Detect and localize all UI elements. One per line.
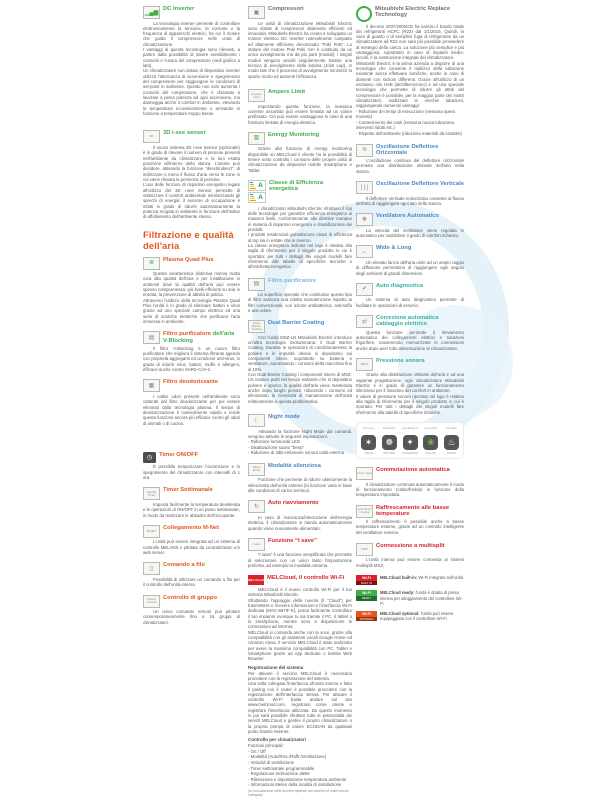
- section-title: Compressori: [268, 6, 304, 12]
- air-quality-label-bottom: ALLERGENI: [402, 451, 418, 456]
- section-header: [248, 500, 352, 513]
- bullet-item: - Riduzione di 3dB emissione sonora unità esterna: [248, 450, 345, 456]
- section-body: In caso di mancanza/interruzione dell'energia elettrica, il climatizzatore si riavvia automaticamente quando viene nuovamente alimentato.: [248, 514, 352, 531]
- section-body: La velocità del ventilatore viene regolata in automatico per soddisfare il grado di comfort richiesto.: [356, 227, 464, 239]
- wifi-badge-description: MELCloud optional: l'unità può essere equipaggiata con il controllore Wi-Fi: [380, 611, 454, 622]
- classe-efficienza-section: [248, 180, 352, 269]
- horizontal-vane-icon: [356, 144, 373, 157]
- wide-long-icon: [356, 245, 373, 258]
- section-title: Dual Barrier Coating: [268, 320, 325, 327]
- wired-remote-icon: [143, 562, 160, 575]
- section-title: Ampere Limit: [268, 89, 306, 96]
- connessione-multisplit-section: [356, 543, 464, 568]
- night-mode-icon: [248, 414, 265, 427]
- inverter-graph-icon: [143, 6, 160, 19]
- air-quality-label-bottom: POLLINI: [425, 451, 437, 456]
- section-header: [356, 505, 464, 518]
- bullet-item: - Riduzione luminosità LED: [248, 439, 300, 445]
- air-quality-icon: ✦: [403, 435, 418, 450]
- air-quality-item: [401, 427, 420, 455]
- section-title: Correzione automatica cablaggio elettrico: [376, 315, 439, 328]
- modalita-silenziosa-section: [248, 463, 352, 493]
- mxz-multisplit-icon: MXZ: [356, 543, 373, 556]
- wide-long-section: [356, 245, 464, 275]
- subsection-heading: Registrazione del sistema: [248, 664, 304, 670]
- section-title: Modalità silenziosa: [268, 462, 321, 469]
- air-quality-icon: ♨: [444, 435, 459, 450]
- energy-bars: [249, 181, 256, 190]
- funzione-i-save-section: [248, 538, 352, 568]
- bullet-item: - Rilevazione e impostazione temperatura ambiente: [248, 776, 347, 782]
- section-header: [248, 575, 352, 585]
- section-title: Raffrescamento alle basse temperature: [376, 504, 450, 517]
- auto-restart-icon: [248, 500, 265, 513]
- replace-technology-section: [356, 6, 464, 137]
- deodorizing-filter-icon: [143, 379, 160, 392]
- section-body: La tecnologia inverter permette di controllare elettronicamente la tensione, la corrente e la frequenza di apparecchi elettrici, fra cui il motore che guida il compressore nelle unità di climatizzazione.: [143, 20, 240, 47]
- auto-fan-icon-glyph: ❋: [361, 216, 368, 223]
- section-body: L'uso delle funzioni di risparmio energetico legate all'utilizzo del 3D i-see Sensor permette di ottimizzare il comfort ambientale minimizzando gli sprechi di energia: il sensore di occupazione è infatti in grado di ridurre automaticamente la potenza erogata in ambiente in funzione dell'indice di affollamento dell'ambiente stesso.: [143, 182, 240, 220]
- night-mode-section: [248, 414, 352, 456]
- air-quality-item: [380, 427, 399, 455]
- timer-on-off-icon: ◷: [143, 452, 156, 463]
- section-header: [248, 463, 352, 476]
- air-quality-icon-strip: [356, 422, 464, 459]
- section-body: Attraverso l'utilizzo della tecnologia Plasma Quad Plus l'unità è in grado di eliminare batteri e virus grazie ad uno speciale campo elettrico ed una serie di scariche elettriche che purificano l'aria immessa in ambiente.: [143, 297, 240, 324]
- wifi-badge-row: [356, 611, 464, 622]
- section-title: Commutazione automatica: [376, 467, 450, 474]
- section-body: Questa funzione permette il rilevamento automatico dei collegamenti elettrici e tubazioni frigorifere, mantenendo memorizzate le connessioni anche dopo aver tolto alimentazione al climatizzatore.: [356, 329, 464, 351]
- wifi-badge-description: MELCloud ready: l'unità è dotata di presa interna per alloggiamento del controllore Wi-Fi: [380, 590, 463, 606]
- section-body: Il deflettore verticale motorizzato consente al flusso dell'aria di raggiungere ogni lato della stanza.: [356, 195, 464, 206]
- air-quality-icon: ❀: [423, 435, 438, 450]
- bullet-item: - Rispetto dell'ambiente (riduzione materiali da smaltire): [356, 131, 462, 137]
- section-title: Filtro deodorizzante: [163, 379, 219, 386]
- section-title: Night mode: [268, 414, 300, 421]
- silent-mode-icon: Silent Mode: [248, 463, 265, 476]
- sound-pressure-icon: dB(A): [356, 358, 373, 371]
- section-body: Il climatizzatore commuta automaticamente il modo di funzionamento (caldo/freddo) in funzione della temperatura impostata.: [356, 481, 464, 498]
- section-title: Collegamento M-Net: [163, 524, 220, 531]
- air-quality-label-bottom: ODORI: [446, 451, 457, 456]
- wide-long-icon-glyph: ↔: [361, 248, 368, 255]
- air-quality-label-top: anti batteri: [382, 427, 396, 431]
- compressor-icon-glyph: ▣: [253, 9, 260, 16]
- section-header: [143, 130, 240, 143]
- section-body: È possibile temporizzare l'accensione e lo spegnimento del climatizzatore con intervalli di 1 ora.: [143, 464, 240, 481]
- air-quality-label-bottom: BATTERI: [383, 451, 396, 456]
- section-body: Il valore di pressione sonora riportato nel logo è relativo alla taglia di riferimento per il singolo prodotto in cui è riportato. Per tutti i dettagli dei singoli modelli fare riferimento alla tabella di specifiche tecniche.: [356, 393, 464, 415]
- wifi-badge-bottom: BUILT IN: [356, 581, 377, 585]
- bullet-list: [356, 109, 464, 137]
- cool-heat-icon: Cool / Heat: [356, 467, 373, 480]
- section-title: Connessione a multisplit: [376, 542, 445, 549]
- section-header: [356, 144, 464, 157]
- section-header: [143, 379, 240, 392]
- section-title: MELCloud, il controllo Wi-Fi: [267, 575, 345, 582]
- ampere-limit-section: [248, 89, 352, 125]
- section-header: [248, 89, 352, 102]
- low-temp-cooling-icon: Low Temp Cooling: [356, 505, 373, 518]
- inverter-graph-icon-glyph: ▁▄▆: [144, 9, 159, 16]
- filtro-purificatore-v-blocking-section: [143, 331, 240, 372]
- wifi-badge-lead: MELCloud ready:: [380, 590, 415, 596]
- bullet-item: - Modalità (Auto/Risc./Raffr./Ventilazione): [248, 754, 327, 760]
- air-quality-label-top: anti virus: [362, 427, 375, 431]
- dc-inverter-section: [143, 6, 240, 116]
- section-body: I climatizzatori Mitsubishi Electric sfruttano il top delle tecnologie per garantire efficienza energetica ai massimi livelli, conformemente alle direttive europee in materia di risparmio energetico e classificazione dei prodotti.: [248, 205, 352, 232]
- energy-class-letter: A: [258, 182, 263, 190]
- wifi-badge-row: [356, 575, 464, 585]
- section-body: L'unità può essere integrata ad un sistema di controllo MELANS e pilotata da centralizzatori e/o web server.: [143, 539, 240, 556]
- section-title: Plasma Quad Plus: [163, 256, 214, 263]
- section-header: [143, 525, 240, 538]
- section-header: [356, 467, 464, 480]
- section-header: [248, 320, 352, 333]
- purifying-filter-icon-glyph: ▤: [253, 281, 260, 287]
- section-title: Filtro purificatore dell'aria V-Blocking: [163, 331, 235, 344]
- energy-monitoring-icon: [248, 132, 265, 145]
- deodorizing-filter-icon-glyph: ▦: [148, 382, 155, 389]
- ampere-limit-icon: Ampere Limit: [248, 89, 265, 102]
- section-body: Funzioni principali:: [248, 743, 284, 749]
- weekly-timer-icon: Weekly Timer: [143, 487, 160, 500]
- section-body: Con Dual Barrier Coating i componenti interni di MSZ-LN restano puliti nel tempo evitando che si depositino polvere e sporco; la qualità dell'aria viene mantenuta anche dopo lunghi periodi, riducendo i consumi ed eliminando la necessità di manutenzione dell'unità relativamente a questa problematica.: [248, 372, 352, 404]
- compressor-icon: [248, 6, 265, 19]
- wifi-badge-icon: [356, 590, 377, 606]
- wifi-badge-icon: [356, 611, 377, 622]
- wifi-badge-bottom: READY: [356, 596, 377, 600]
- correzione-cablaggio-section: [356, 315, 464, 351]
- oscillazione-orizzontale-section: [356, 144, 464, 174]
- section-title: DC Inverter: [163, 6, 195, 12]
- section-body: Attivando la funzione Night Mode dai comandi, vengono attivate le seguenti impostazioni:: [248, 428, 352, 439]
- air-quality-label-top: anti allergeni: [402, 427, 418, 431]
- energy-label-icon: [248, 192, 266, 203]
- section-title: Controllo di gruppo: [163, 594, 218, 601]
- section-header: [248, 538, 352, 551]
- section-header: [248, 180, 352, 204]
- auto-fan-icon: [356, 213, 373, 226]
- compressori-section: [248, 6, 352, 79]
- section-body: L'oscillazione continua del deflettore orizzontale permette una distribuzione ottimale dell'aria nella stanza.: [356, 158, 464, 174]
- section-header: [356, 181, 464, 194]
- section-title: Classe di Efficienza energetica: [269, 180, 324, 193]
- section-body: Un unico comando remoto può pilotare contemporaneamente fino a 16 gruppi di climatizzatori.: [143, 609, 240, 625]
- energy-class-letter: A: [258, 194, 263, 202]
- section-title: Ventilatore Automatico: [376, 213, 439, 220]
- 3d-i-see-sensor-section: [143, 130, 240, 219]
- air-quality-label-bottom: VIRUS: [364, 451, 373, 456]
- v-blocking-filter-icon: [143, 331, 160, 344]
- section-body: I vantaggi di questa tecnologia sono rilevanti, a partire dalla possibilità di ridurre sensibilmente i consumi e l'usura del compressore (vedi grafico a lato).: [143, 47, 240, 69]
- section-body: Imposta facilmente la temperatura desiderata e le operazioni di ON/OFF in un piano settimanale, in modo da realizzare le abitudini dell'occupante.: [143, 501, 240, 518]
- night-mode-icon-glyph: ☾: [253, 417, 260, 424]
- dual-barrier-coating-section: [248, 320, 352, 404]
- section-header: [248, 6, 352, 19]
- section-header: [143, 595, 240, 608]
- wifi-badge-lead: MELCloud optional:: [380, 611, 420, 617]
- section-body: MELCloud si comanda anche con la voce, grazie alla compatibilità con gli assistenti vocali Google Home ed Amazon Alexa. Il servizio MELCloud è stato realizzato per avere la massima compatibilità con PC, Tablet e Smartphone grazie ad App dedicate o tramite Web Browser.: [248, 629, 352, 662]
- energy-bars: [249, 193, 256, 202]
- ventilatore-automatico-section: [356, 213, 464, 238]
- pressione-sonora-section: [356, 358, 464, 415]
- section-header: [143, 452, 240, 463]
- section-body: MELCloud è il nuovo controllo Wi-Fi per il tuo sistema Mitsubishi Electric.: [248, 586, 352, 598]
- section-body: Questa caratteristica distintiva riserva molta cura alla qualità dell'aria e per installazione in ambienti dove la qualità dell'aria può essere spesso compromessa: più livelli efficienti su aria in entrata, la prevenzione di attività di pulizia.: [143, 271, 240, 298]
- section-body: Un elevato lancio dell'aria unito ad un ampio raggio di diffusione permettono di raggiungere ogni angolo degli ambienti di grandi dimensioni.: [356, 259, 464, 276]
- section-title: Auto diagnostica: [376, 282, 424, 289]
- self-diagnosis-icon-glyph: ✔: [361, 286, 368, 293]
- wifi-badge-top: Wi-Fi: [356, 611, 377, 617]
- section-body: Con l'unità MSZ-LN Mitsubishi Electric introduce un'altra tecnologia rivoluzionaria: il Dual Barrier Coating. Durante le operazioni di condizionamento la polvere e le impurità oleose si depositano sui componenti interni, soprattutto su batteria e ventilatore, aumentando i consumi della macchina fino al 10%.: [248, 334, 352, 372]
- energy-monitoring-section: [248, 132, 352, 173]
- air-quality-item: [442, 427, 461, 455]
- filtro-deodorizzante-section: [143, 379, 240, 425]
- section-header: [356, 543, 464, 556]
- section-header: [356, 213, 464, 226]
- wifi-badge-lead: MELCloud built-in:: [380, 575, 418, 581]
- bullet-item: - Timer settimanale programmabile: [248, 765, 315, 771]
- bullet-item: - Contenimento dei costi (nessuna nuova tubazione, interventi ridotti etc.): [356, 119, 456, 131]
- section-header: [356, 315, 464, 328]
- plasma-quad-plus-section: [143, 257, 240, 325]
- section-title: Energy Monitoring: [268, 131, 320, 138]
- wifi-badge-bottom: OPTIONAL: [356, 617, 377, 621]
- section-header: [143, 487, 240, 500]
- air-quality-label-top: anti pollini: [424, 427, 437, 431]
- section-body: Una volta collegata l'interfaccia all'unità interna e fatto il pairing con il router è possibile procedere con la registrazione dell'interfaccia stessa. Per attivare il controllo Wi-Fi basta andare sul sito www.melcloud.com, registrarsi come utente e registrare l'interfaccia utilizzata. Da questo momento in poi sarà possibile sfruttare tutte le potenzialità dei servizi MELCloud e gestire il proprio climatizzatore o la propria pompa di calore ECODAN da qualsiasi posto tramite internet.: [248, 681, 352, 735]
- column-center: [248, 6, 352, 804]
- section-body: Le unità di climatizzazione Mitsubishi Electric sono dotate di compressori altamente efficienti ed innovativi. Mitsubishi Electric ha creato e sviluppato un motore elettrico DC Inverter notevolmente compatto ed altamente efficiente denominato “Poki Poki”. Lo statore del motore Poki Poki non è costituito da un unico avvolgimento ma da più parti (moduli); i singoli moduli vengono avvolti singolarmente tramite una tecnica di avvolgimento della bobina (Joint Lap), in modo tale che il processo di avvolgimento minimizzi lo spazio morto ed aumenti l'efficienza.: [248, 20, 352, 79]
- timer-on-off-section: [143, 452, 240, 480]
- section-header: [356, 6, 464, 22]
- section-title: Oscillazione Deflettore Orizzontale: [376, 143, 439, 157]
- air-quality-icon: ✶: [361, 435, 376, 450]
- energy-label-icon: [248, 180, 266, 191]
- section-title: Wide & Long: [376, 245, 412, 252]
- raffrescamento-basse-temperature-section: [356, 505, 464, 535]
- commutazione-automatica-section: [356, 467, 464, 497]
- filtration-section-title: Filtrazione e qualità dell'aria: [143, 229, 234, 252]
- wired-remote-icon-glyph: ▯: [149, 565, 154, 572]
- section-body: Il nuovo sistema 3D i-see Sensor (opzionale) è in grado di rilevare il numero di persone presenti nell'ambiente da climatizzare e la loro esatta posizione all'interno della stanza. L'utente può decidere, attivando la funzione “direct/indirect”, di indirizzare o meno il flusso d'aria verso le zone in cui viene rilevata la presenza di persone.: [143, 144, 240, 182]
- horizontal-vane-icon-glyph: ≋: [361, 147, 368, 154]
- air-quality-item: [421, 427, 440, 455]
- bullet-item: - On / Off: [248, 748, 266, 754]
- column-right: [356, 6, 464, 627]
- section-body: La superficie speciale che costituisce questo tipo di filtro assicura una ridotta manutenzione rispetto ai filtri convenzionali, con azione antibatterica, antimuffa e anti-odore.: [248, 292, 352, 313]
- section-title: Timer ON/OFF: [159, 451, 199, 458]
- section-header: [143, 562, 240, 575]
- bullet-list: [248, 439, 352, 456]
- auto-wiring-icon-glyph: ⇄: [361, 318, 368, 325]
- section-body: I prodotti residenziali garantiscono classi di efficienza al top sia in estate che in inverno.: [248, 232, 352, 243]
- collegamento-m-net-section: [143, 525, 240, 555]
- section-title: Timer Settimanale: [163, 487, 213, 494]
- bullet-item: - Riduzione dei tempi di esecuzione (nessuna opera muraria): [356, 108, 455, 120]
- plasma-quad-plus-icon: [143, 257, 160, 270]
- section-body: Il raffrescamento è possibile anche a basse temperature esterne, grazie ad un controllo intelligente del ventilatore esterno.: [356, 519, 464, 535]
- section-header: [248, 132, 352, 145]
- group-control-icon: Group Control: [143, 595, 160, 608]
- section-title: Auto riavviamento: [268, 500, 319, 507]
- v-blocking-filter-icon-glyph: ▤: [148, 334, 155, 341]
- section-body: Possibilità di utilizzare un comando a filo per il controllo dell'unità interna.: [143, 576, 240, 588]
- bullet-item: - Regolazione inclinazione alette: [248, 771, 310, 777]
- filtro-purificatore-section: [248, 278, 352, 314]
- auto-wiring-icon: [356, 315, 373, 328]
- wifi-badge-icon: [356, 575, 377, 585]
- i-save-icon: i save: [248, 538, 265, 551]
- bullet-list: [248, 749, 352, 788]
- section-header: [356, 283, 464, 296]
- m-net-icon: M-NET: [143, 525, 160, 538]
- section-title: Oscillazione Deflettore Verticale: [376, 181, 464, 188]
- section-body: I cattivi odori presenti nell'ambiente sono catturati dal filtro deodorizzante per poi essere eliminati dalla tecnologia plasma. Il tempo di deodorizzazione è notevolmente rapido e rende questa funzione ancora più efficace contro gli odori di animali o di cucina.: [143, 393, 240, 426]
- section-body: Grazie alla distribuzione ottimale dell'aria e ad una sapiente progettazione, ogni climatizzatore Mitsubishi Electric è in grado di garantire un funzionamento silenzioso per il massimo del comfort in ambiente.: [356, 372, 464, 394]
- oscillazione-verticale-section: [356, 181, 464, 206]
- air-quality-item: [359, 427, 378, 455]
- energy-class-label-icon: [248, 180, 266, 204]
- column-left: [143, 6, 240, 632]
- auto-restart-icon-glyph: ↻: [253, 503, 260, 510]
- section-header: [248, 278, 352, 291]
- section-body: Mitsubishi Electric è la prima azienda a disporre di una tecnologia che consente il riutilizzo della tubazione esistente senza effettuare bonifiche, anche in caso di diametri con sezioni differenti. Grazie all'utilizzo di un esclusivo olio HAB (alchilbenzenico) e ad una speciale tecnologia che permette di ridurre gli attriti del compressore è possibile, per la maggior parte dei nostri climatizzatori, riutilizzare le vecchie tubazioni, raggiungendo numerosi vantaggi:: [356, 60, 464, 109]
- comando-a-filo-section: [143, 562, 240, 587]
- section-body: “I save” è una funzione semplificata che permette di selezionare con un unico tasto l'impostazione preferita, ad esempio la modalità notturna.: [248, 552, 352, 569]
- section-header: [356, 358, 464, 371]
- section-title: Pressione sonora: [376, 357, 425, 364]
- plasma-quad-plus-icon-glyph: ≣: [148, 260, 155, 266]
- section-body: Per attivare il servizio MELCloud è necessario procedere con la registrazione del sistema.: [248, 670, 352, 681]
- section-header: [143, 6, 240, 19]
- energy-monitoring-icon-glyph: ▥: [253, 135, 260, 142]
- vertical-vane-icon-glyph: ∣∣∣: [360, 184, 369, 191]
- bullet-item: - Informazioni Meteo della località di installazione: [248, 782, 342, 788]
- replace-technology-icon: [356, 6, 372, 22]
- dual-barrier-coating-icon: Dual Barrier Coating: [248, 320, 265, 333]
- air-quality-icon: ❁: [382, 435, 397, 450]
- auto-riavviamento-section: [248, 500, 352, 530]
- section-header: [356, 245, 464, 258]
- section-title-suffix: dell'aria V-Blocking: [163, 331, 235, 344]
- melcloud-section: [248, 575, 352, 797]
- timer-settimanale-section: [143, 487, 240, 517]
- section-body: Un climatizzatore non dotato di dispositivo inverter utilizza l'alternanza di accensione e spegnimento del compressore per raggiungere le condizioni di set-point in ambiente. Questo non solo aumenta i consumi del compressore, che è chiamato a lavorare a piena potenza ad ogni accensione, ma danneggia anche il comfort in ambiente, elevando la temperatura eccessivamente o arrivando in funzione a temperature troppo basse.: [143, 68, 240, 117]
- section-body: Il filtro V-Blocking è un nuovo filtro purificatore che migliora il sistema filtrante agendo con proprietà aggreganti ed un'azione anti-virus, in grado di ridurre virus, batteri, muffe e allergeni, efficace anche contro SARS-CoV-2.: [143, 345, 240, 373]
- section-title: Mitsubishi Electric Replace Technology: [375, 6, 451, 19]
- section-body: L'unità interna può essere connessa ai sistemi multisplit MXZ.: [356, 557, 464, 568]
- vertical-vane-icon: [356, 181, 373, 194]
- section-body: Un sistema di auto diagnostica permette di facilitare le operazioni di servizio.: [356, 297, 464, 308]
- wifi-badge-top: Wi-Fi: [356, 590, 377, 596]
- auto-diagnostica-section: [356, 283, 464, 308]
- section-body: Impostando questa funzione, la massima corrente assorbita può essere limitata ad un valore prefissato. Ciò può essere vantaggioso in caso di una fornitura limitata di energia elettrica.: [248, 103, 352, 125]
- section-header: [248, 414, 352, 427]
- section-header: [143, 331, 240, 344]
- controllo-di-gruppo-section: [143, 595, 240, 625]
- bullet-item: - Velocità di ventilazione: [248, 759, 295, 765]
- wifi-badge-row: [356, 590, 464, 606]
- subsection-heading: Controllo per climatizzatori: [248, 737, 307, 743]
- air-quality-label-top: anti odori: [445, 427, 458, 431]
- melcloud-flag-icon: MEL Cloud: [248, 575, 264, 585]
- section-title: 3D i-see sensor: [163, 130, 206, 137]
- section-body: Sfruttando l'appoggio della nuvola (il “Cloud”) per trasmettere e ricevere informazioni e l'interfaccia Wi-Fi dedicata (MAC-587IF-E), potrai facilmente controllare il tuo impianto ovunque tu sia tramite il PC, il tablet o lo smartphone, mentre sono a disposizione le connessioni ad internet.: [248, 597, 352, 630]
- section-header: [143, 257, 240, 270]
- section-title: Filtro purificatore: [268, 277, 316, 284]
- section-title: Funzione “I save”: [268, 537, 317, 544]
- self-diagnosis-icon: [356, 283, 373, 296]
- section-body: Il decreto 2037/2000/CE ha sancito il bando totale dei refrigeranti HCFC (R22) dal 1/1/2015. Quindi, in caso di guasto o di semplice fuga di refrigerante da un climatizzatore ad R22 non sarà più possibile provvedere al reintegro della carica. La soluzione più semplice e più vantaggiosa, soprattutto in caso di impianti medio-piccoli, è la sostituzione integrale del climatizzatore.: [356, 23, 464, 61]
- purifying-filter-icon: [248, 278, 265, 291]
- bullet-item: - Disattivazione suono “beep”: [248, 444, 304, 450]
- wifi-badge-top: Wi-Fi: [356, 575, 377, 581]
- section-body: Funzione che permette di ridurre ulteriormente la silenziosità dell'unità esterna (la funzione varia in base alle condizioni di carico termico).: [248, 477, 352, 494]
- section-title: Comando a filo: [163, 562, 205, 569]
- section-body: Grazie alla funzione di energy monitoring disponibile su MELCloud il cliente ha la possibilità di tenere sotto controllo i consumi delle proprie unità di climatizzazione da dispositivi mobile Smartphone e Tablet.: [248, 146, 352, 173]
- wifi-badge-description: MELCloud built-in: Wi-Fi integrato nell'unità: [380, 575, 464, 581]
- subsection-footnote: (la consultazione delle funzioni dipende dal modello di unità interna collegata): [248, 789, 349, 798]
- section-body: La classe energetica indicata nel logo è relativa alla taglia di riferimento per il singolo prodotto in cui è riportata; per tutti i dettagli dei singoli modelli fare riferimento alle tabelle di specifiche tecniche o all'etichetta energetica.: [248, 242, 352, 270]
- 3d-i-see-sensor-icon: 3D: [143, 130, 160, 143]
